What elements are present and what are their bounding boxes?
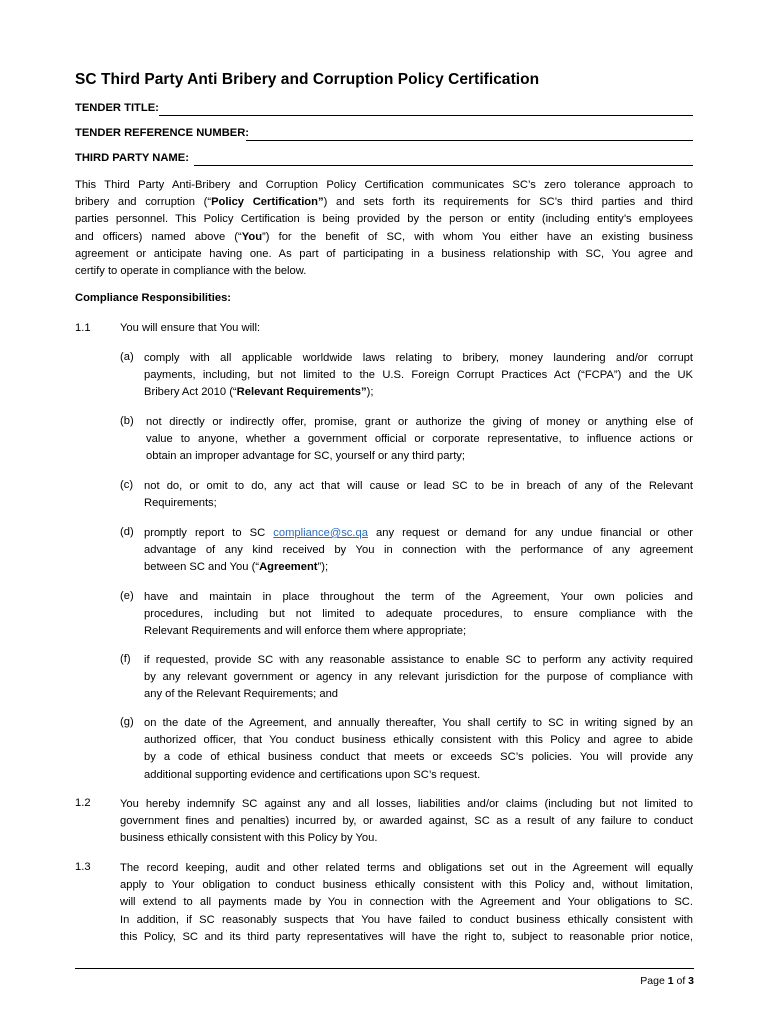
item-line: by any relevant government or agency in any relevant jurisdiction for the purpose of compliance with — [144, 671, 693, 684]
item-d-text — [144, 525, 693, 577]
item-label: (e) — [120, 590, 134, 602]
intro-line: certify to operate in compliance with the below. — [75, 265, 307, 278]
item-line: not directly or indirectly offer, promise, grant or authorize the giving of money or anything else of — [146, 416, 693, 428]
item-line: procedures, including but not limited to adequate procedures, to ensure compliance with the — [144, 608, 693, 621]
item-a-text — [144, 350, 693, 402]
compliance-heading: Compliance Responsibilities: — [75, 292, 232, 304]
you-term: You — [241, 230, 263, 243]
item-line: on the date of the Agreement, and annually thereafter, You shall certify to SC in writing signed by an — [144, 717, 693, 729]
section-line: In addition, if SC reasonably suspects that You have failed to conduct business ethically consistent with — [120, 913, 693, 926]
item-text: any request or demand for any undue financial or other — [367, 527, 693, 539]
section-line: government fines and penalties) incurred by, or awarded against, SC as a result of any failure to conduct — [120, 815, 693, 828]
intro-line — [75, 194, 693, 211]
intro-paragraph — [75, 177, 693, 280]
relevant-requirements-term: Relevant Requirements” — [236, 386, 367, 399]
intro-text: ) and sets forth its requirements for SC’s third parties and third — [323, 196, 693, 209]
intro-line: This Third Party Anti-Bribery and Corruption Policy Certification communicates SC’s zero tolerance approach to — [75, 179, 693, 191]
section-line: apply to Your obligation to conduct business ethically consistent with this Policy and, without limitation, — [120, 879, 693, 892]
compliance-email-link[interactable]: compliance@sc.qa — [273, 527, 368, 539]
item-line: additional supporting evidence and certifications upon SC’s request. — [144, 768, 481, 781]
item-label: (g) — [120, 716, 134, 728]
intro-text: ”) for the benefit of SC, with whom You either have an existing business — [262, 230, 693, 243]
item-text: Bribery Act 2010 (“ — [144, 386, 237, 399]
total-pages: 3 — [688, 975, 694, 987]
tender-title-field — [75, 102, 159, 114]
tender-reference-line — [246, 140, 693, 141]
item-line: have and maintain in place throughout the term of the Agreement, Your own policies and — [144, 591, 693, 603]
item-text: promptly report to SC — [144, 527, 274, 539]
item-line: value to anyone, whether a government official or corporate representative, to influence actions or — [146, 433, 693, 446]
item-line: authorized officer, that You conduct business ethically consistent with this Policy and agree to abide — [144, 734, 693, 747]
third-party-name-label: THIRD PARTY NAME: — [75, 152, 189, 164]
section-line: business ethically consistent with this Policy by You. — [120, 832, 378, 845]
item-label: (f) — [120, 653, 131, 665]
footer-divider — [75, 968, 694, 969]
tender-title-label: TENDER TITLE: — [75, 102, 159, 114]
item-line — [144, 525, 693, 542]
item-line: if requested, provide SC with any reasonable assistance to enable SC to perform any activity required — [144, 654, 693, 666]
section-number: 1.3 — [75, 861, 91, 873]
intro-text: bribery and corruption (“ — [75, 196, 212, 209]
item-line — [144, 384, 693, 401]
item-c-text — [144, 478, 693, 512]
item-e-text — [144, 589, 693, 641]
intro-line — [75, 229, 693, 246]
item-text: between SC and You (“ — [144, 561, 260, 574]
intro-line: parties personnel. This Policy Certification is being provided by the person or entity (including entity’s employees — [75, 213, 693, 226]
item-g-text — [144, 715, 693, 784]
item-b-text — [146, 414, 693, 466]
page-word: Page — [640, 975, 668, 987]
section-number: 1.1 — [75, 322, 91, 334]
item-label: (b) — [120, 415, 134, 427]
tender-title-line — [159, 115, 693, 116]
item-label: (d) — [120, 526, 134, 538]
agreement-term: Agreement — [259, 561, 318, 574]
item-f-text — [144, 652, 693, 704]
item-text: ”); — [317, 561, 329, 574]
item-line: obtain an improper advantage for SC, yourself or any third party; — [146, 450, 466, 463]
item-line: by a code of ethical business conduct that meets or exceeds SC’s policies. You will provide any — [144, 751, 693, 764]
item-label: (c) — [120, 479, 134, 491]
section-line: will extend to all payments made by You in connection with the Agreement and Your obligations to SC. — [120, 896, 693, 909]
item-line: advantage of any kind received by You in connection with the performance of any agreement — [144, 544, 693, 557]
item-label: (a) — [120, 351, 134, 363]
page-number-footer — [640, 975, 694, 987]
item-line: any of the Relevant Requirements; and — [144, 688, 339, 701]
section-1-1-text: You will ensure that You will: — [120, 322, 261, 334]
item-line — [144, 559, 693, 576]
item-line: Relevant Requirements and will enforce them where appropriate; — [144, 625, 467, 638]
item-line: payments, including, but not limited to the U.S. Foreign Corrupt Practices Act (“FCPA”) and the UK — [144, 369, 693, 382]
section-1-2-text — [120, 796, 693, 848]
item-text: ); — [366, 386, 374, 399]
section-1-3-text — [120, 860, 693, 946]
section-line: You hereby indemnify SC against any and all losses, liabilities and/or claims (including but not limited to — [120, 798, 693, 810]
third-party-name-line — [194, 165, 693, 166]
document-title: SC Third Party Anti Bribery and Corruption Policy Certification — [75, 71, 540, 88]
tender-reference-field — [75, 127, 249, 139]
item-line: Requirements; — [144, 497, 217, 510]
current-page: 1 — [667, 975, 674, 987]
section-number: 1.2 — [75, 797, 91, 809]
intro-text: and officers) named above (“ — [75, 230, 242, 243]
section-line: this Policy, SC and its third party representatives will have the right to, subject to reasonable prior notice, — [120, 930, 693, 943]
third-party-name-field — [75, 152, 189, 164]
item-line: not do, or omit to do, any act that will cause or lead SC to be in breach of any of the Relevant — [144, 480, 693, 492]
policy-certification-term: Policy Certification” — [211, 196, 324, 209]
intro-line: agreement or anticipate having one. As part of participating in a business relationship with SC, You agree and — [75, 247, 693, 260]
tender-reference-label: TENDER REFERENCE NUMBER: — [75, 127, 250, 139]
item-line: comply with all applicable worldwide laws relating to bribery, money laundering and/or corrupt — [144, 352, 693, 364]
section-line: The record keeping, audit and other related terms and obligations set out in the Agreement will equally — [120, 862, 693, 874]
of-word: of — [673, 975, 689, 987]
